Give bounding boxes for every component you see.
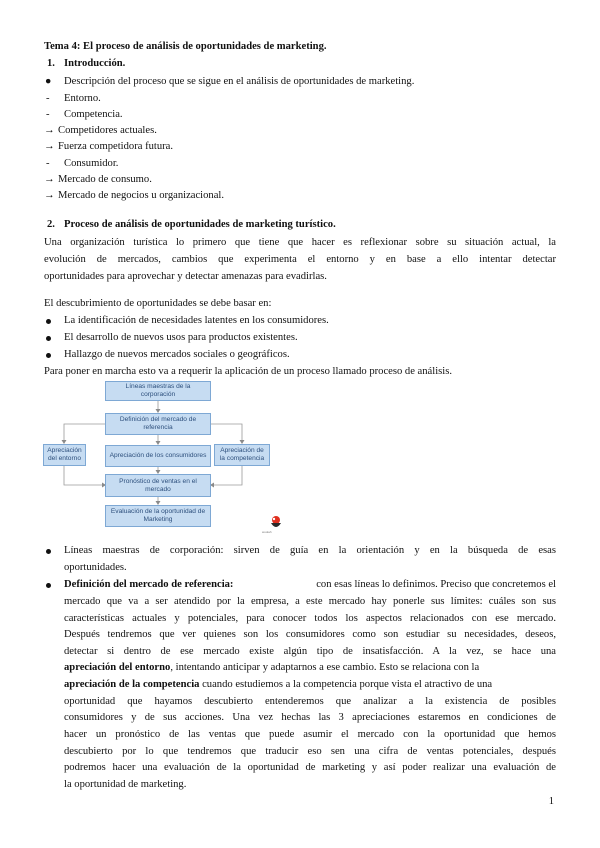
text-run: con esas líneas lo definimos. Preciso que concretemos el — [316, 579, 556, 590]
bullet-dot — [46, 549, 51, 554]
box-apreciacion-consumidores: Apreciación de los consumidores — [105, 445, 211, 467]
paragraph-line: detectar si dentro de ese mercado existe algún tipo de insatisfacción. A la vez, se hace una — [64, 646, 556, 657]
box-pronostico-ventas: Pronóstico de ventas en el mercado — [105, 474, 211, 497]
arrow-marker: → — [44, 190, 55, 201]
bullet-dot — [46, 583, 51, 588]
list-item: Competencia. — [64, 109, 123, 120]
paragraph-line: podremos hacer una evaluación de la oportunidad de marketing y así poder realizar una evaluación de — [64, 762, 556, 773]
paragraph-line: oportunidad que hayamos descubierto entenderemos que analizar a la existencia de posibles — [64, 696, 556, 707]
page-number: 1 — [548, 796, 554, 807]
paragraph-line: características actuales y potenciales, para conocer todos los aspectos relacionados con ese mercado. — [64, 613, 556, 624]
list-item: La identificación de necesidades latentes en los consumidores. — [64, 315, 329, 326]
section2-number: 2. — [47, 219, 55, 230]
section2-heading: Proceso de análisis de oportunidades de marketing turístico. — [64, 219, 336, 230]
bold-term: Definición del mercado de referencia: — [64, 579, 234, 590]
paragraph-line: Después tendremos que ver quienes son los consumidores como son estudiar su necesidades, deseos, — [64, 629, 556, 640]
box-definicion-mercado: Definición del mercado de referencia — [105, 413, 211, 435]
paragraph-line: hacer un pronóstico de las ventas que puede asumir el mercado con la oportunidad que hemos — [64, 729, 556, 740]
box-evaluacion-oportunidad: Evaluación de la oportunidad de Marketing — [105, 505, 211, 527]
list-item: Descripción del proceso que se sigue en el análisis de oportunidades de marketing. — [64, 76, 415, 87]
list-marker: - — [46, 93, 50, 104]
list-item: Entorno. — [64, 93, 101, 104]
paragraph-line: oportunidades. — [64, 562, 127, 573]
bold-term: apreciación del entorno — [64, 662, 171, 673]
arrow-marker: → — [44, 125, 55, 136]
list-item: Consumidor. — [64, 158, 119, 169]
paragraph-line — [64, 661, 556, 675]
document-title: Tema 4: El proceso de análisis de oportunidades de marketing. — [44, 41, 327, 52]
bold-term: apreciación de la competencia — [64, 679, 200, 690]
list-marker: - — [46, 158, 50, 169]
paragraph-line: Líneas maestras de corporación: sirven de guía en la orientación y en la búsqueda de esas — [64, 545, 556, 556]
list-item: Fuerza competidora futura. — [58, 141, 174, 152]
section1-number: 1. — [47, 58, 55, 69]
paragraph-line — [64, 678, 556, 692]
arrow-marker: → — [44, 174, 55, 185]
arrow-marker: → — [44, 141, 55, 152]
text-run: cuando estudiemos a la competencia porque vista el atractivo de una — [202, 679, 493, 690]
logo-caption: wuolah — [262, 530, 272, 534]
list-item: El desarrollo de nuevos usos para productos existentes. — [64, 332, 298, 343]
paragraph-line: descubierto por lo que tendremos que traducir eso sen una cifra de ventas potenciales, después — [64, 746, 556, 757]
paragraph-line: evolución de mercados, cambios que experimenta el entorno y en base a ello intentar detectar — [44, 254, 556, 265]
section1-heading: Introducción. — [64, 58, 126, 69]
paragraph-line: mercado que va a ser atendido por la empresa, a este mercado hay ponerle sus límites: cuáles son sus — [64, 596, 556, 607]
box-lineas-maestras: Líneas maestras de la corporación — [105, 381, 211, 401]
paragraph-line: la oportunidad de marketing. — [64, 779, 187, 790]
paragraph: Para poner en marcha esto va a requerir la aplicación de un proceso llamado proceso de análisis. — [44, 366, 452, 377]
list-item: Mercado de consumo. — [58, 174, 152, 185]
list-marker: - — [46, 109, 50, 120]
paragraph-line: consumidores y de sus acciones. Una vez hechas las 3 apreciaciones estaremos en condiciones de — [64, 712, 556, 723]
list-item: Hallazgo de nuevos mercados sociales o geográficos. — [64, 349, 290, 360]
box-apreciacion-entorno: Apreciación del entorno — [43, 444, 86, 466]
paragraph: El descubrimiento de oportunidades se debe basar en: — [44, 298, 272, 309]
list-item: Mercado de negocios u organizacional. — [58, 190, 225, 201]
paragraph-line — [64, 578, 556, 592]
text-run: , intentando anticipar y adaptarnos a ese cambio. Esto se relaciona con la — [170, 662, 480, 673]
paragraph-line: oportunidades para aprovechar y detectar amenazas para evadirlas. — [44, 271, 327, 282]
list-item: Competidores actuales. — [58, 125, 157, 136]
paragraph-line: Una organización turística lo primero que tiene que hacer es reflexionar sobre su situación actual, la — [44, 237, 556, 248]
box-apreciacion-competencia: Apreciación de la competencia — [214, 444, 270, 466]
list-marker: ● — [45, 76, 52, 87]
